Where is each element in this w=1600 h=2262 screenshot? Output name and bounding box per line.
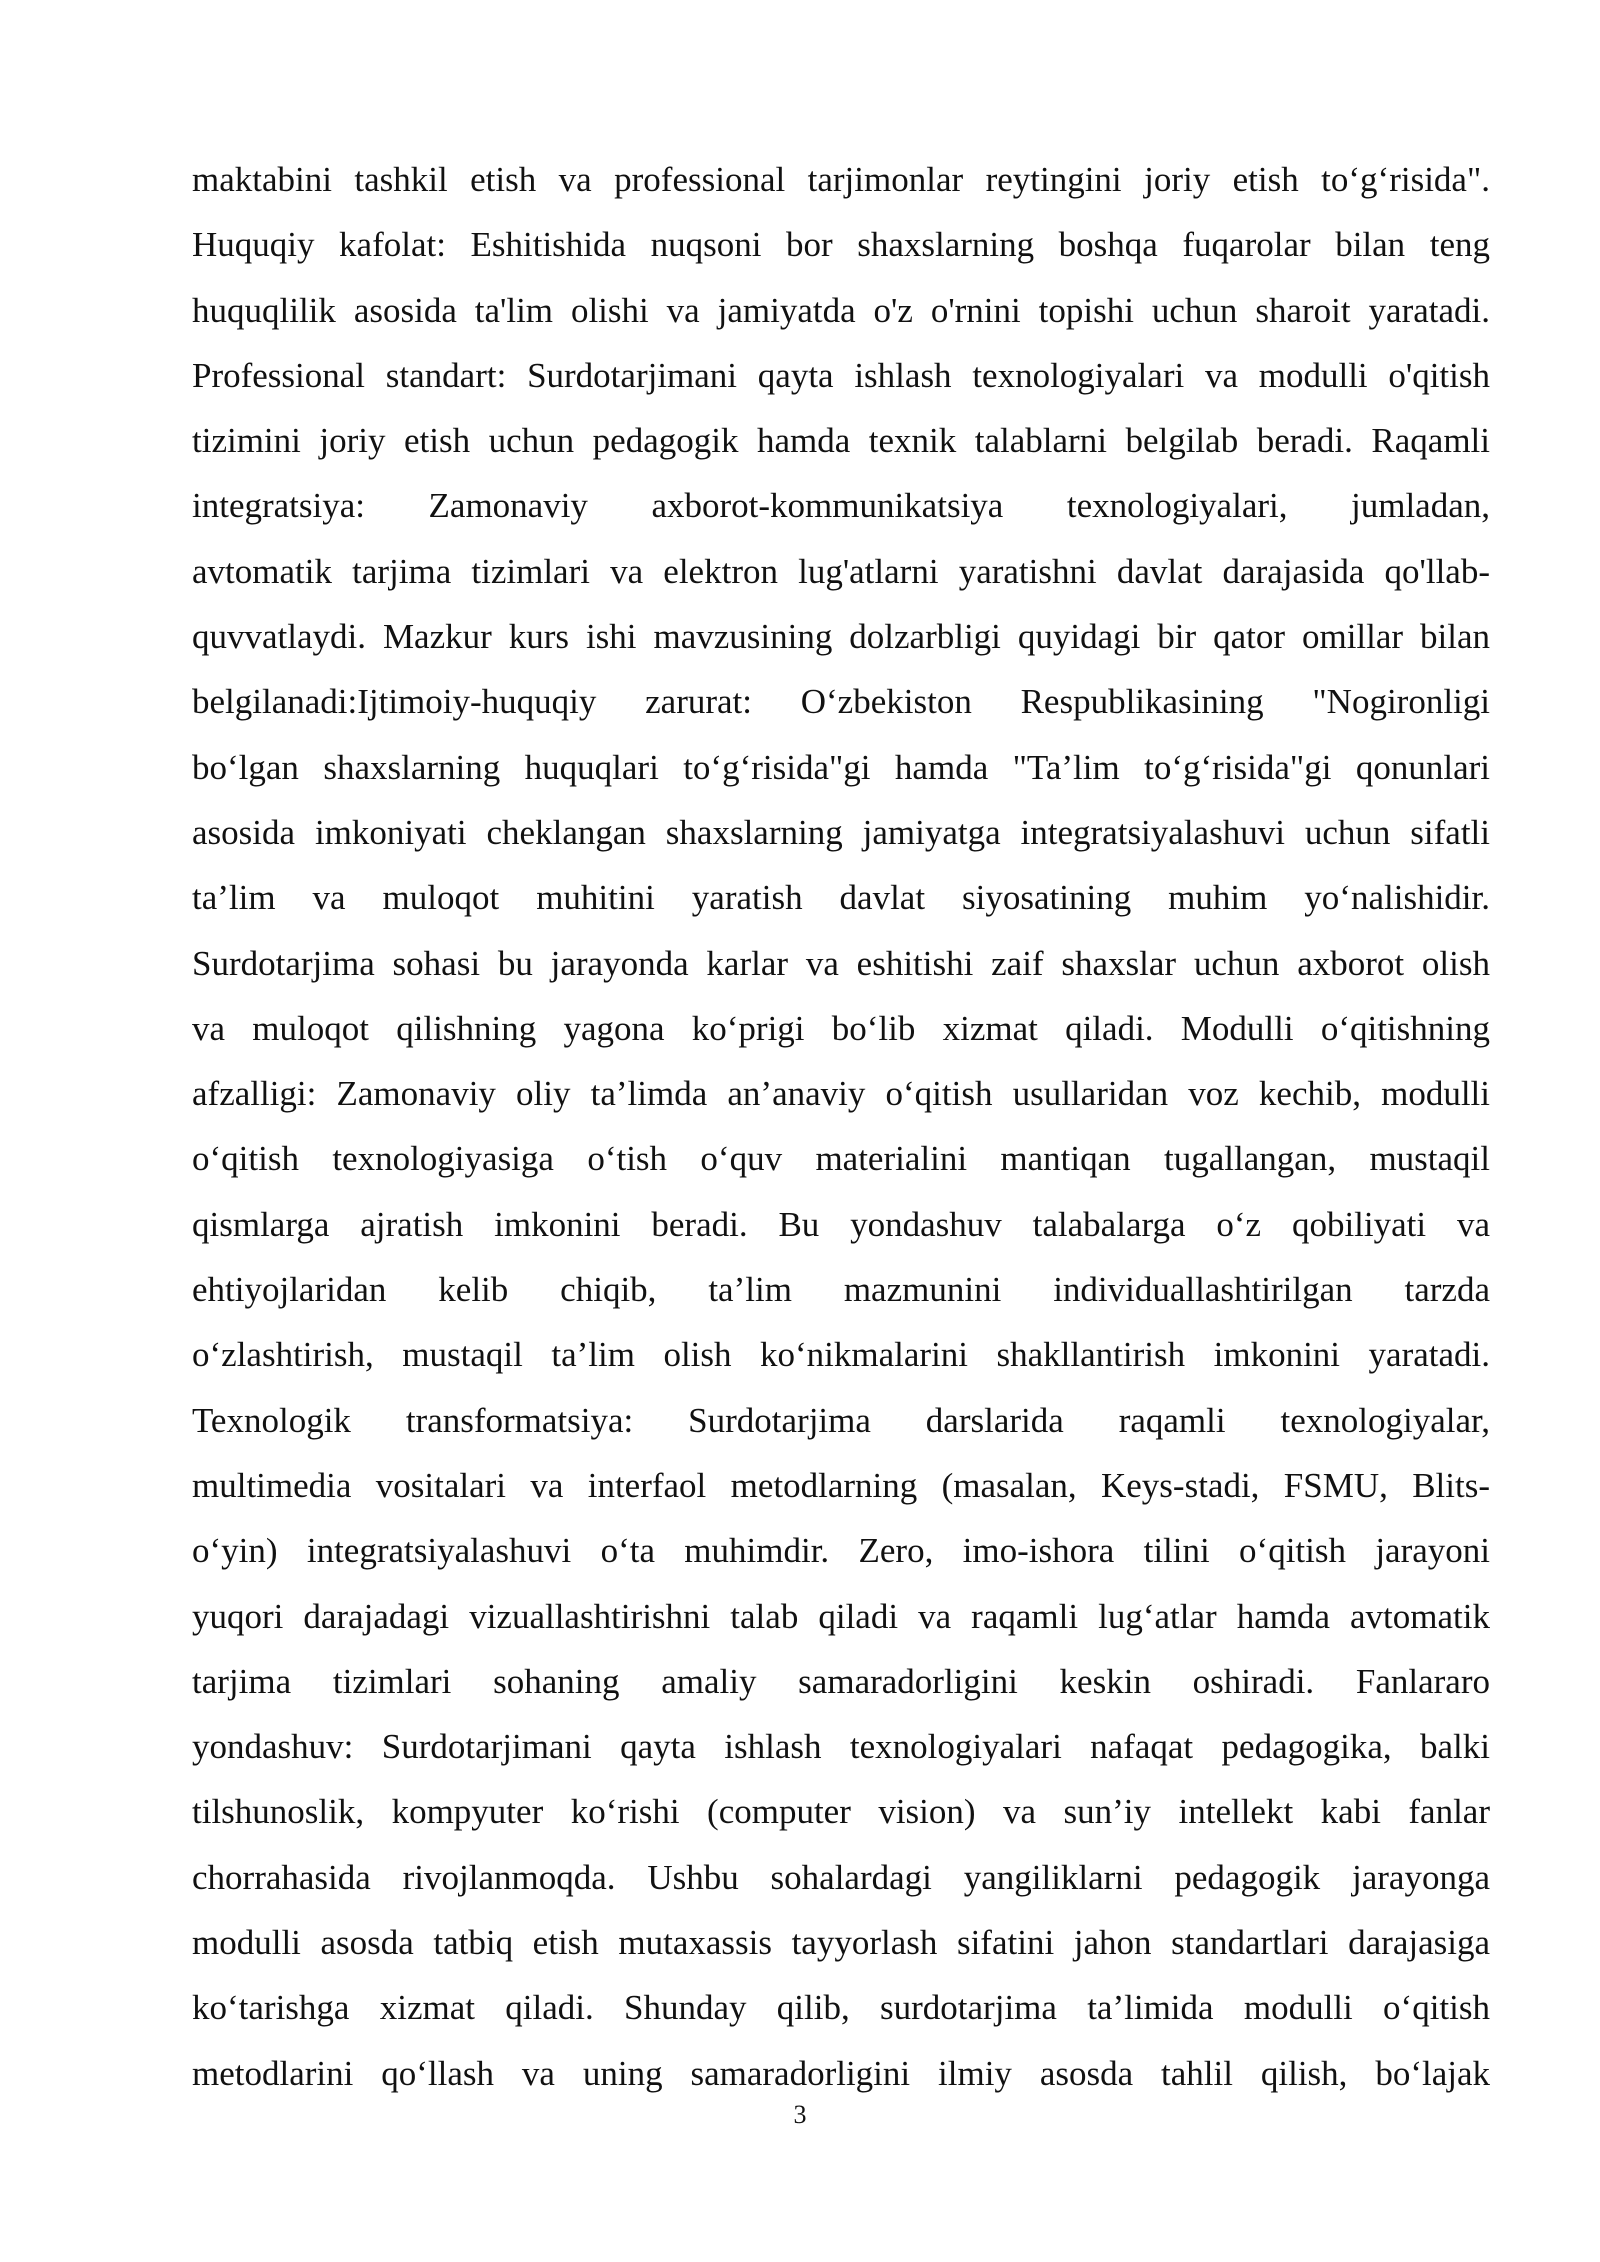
text-line: huquqlilik asosida ta'lim olishi va jamiyatda o'z o'rnini topishi uchun sharoit yaratadi.	[192, 290, 1490, 330]
text-line: tizimini joriy etish uchun pedagogik hamda texnik talablarni belgilab beradi. Raqamli	[192, 421, 1490, 461]
text-line: o‘qitish texnologiyasiga o‘tish o‘quv materialini mantiqan tugallangan, mustaqil	[192, 1139, 1490, 1179]
text-line: ehtiyojlaridan kelib chiqib, ta’lim mazmunini individuallashtirilgan tarzda	[192, 1270, 1490, 1310]
text-line: ta’lim va muloqot muhitini yaratish davlat siyosatining muhim yo‘nalishidir.	[192, 878, 1490, 918]
text-line: va muloqot qilishning yagona ko‘prigi bo‘lib xizmat qiladi. Modulli o‘qitishning	[192, 1008, 1490, 1048]
text-line: Professional standart: Surdotarjimani qayta ishlash texnologiyalari va modulli o'qitish	[192, 355, 1490, 395]
text-line: yuqori darajadagi vizuallashtirishni talab qiladi va raqamli lug‘atlar hamda avtomatik	[192, 1596, 1490, 1636]
text-line: o‘zlashtirish, mustaqil ta’lim olish ko‘nikmalarini shakllantirish imkonini yaratadi.	[192, 1335, 1490, 1375]
text-line: ko‘tarishga xizmat qiladi. Shunday qilib, surdotarjima ta’limida modulli o‘qitish	[192, 1988, 1490, 2028]
text-line: integratsiya: Zamonaviy axborot-kommunikatsiya texnologiyalari, jumladan,	[192, 486, 1490, 526]
body-paragraph	[192, 147, 1490, 2106]
text-line: qismlarga ajratish imkonini beradi. Bu yondashuv talabalarga o‘z qobiliyati va	[192, 1204, 1490, 1244]
text-line: tarjima tizimlari sohaning amaliy samaradorligini keskin oshiradi. Fanlararo	[192, 1661, 1490, 1701]
text-line: chorrahasida rivojlanmoqda. Ushbu sohalardagi yangiliklarni pedagogik jarayonga	[192, 1857, 1490, 1897]
page-number: 3	[793, 2100, 807, 2129]
text-line: o‘yin) integratsiyalashuvi o‘ta muhimdir. Zero, imo-ishora tilini o‘qitish jarayoni	[192, 1531, 1490, 1571]
text-line: Surdotarjima sohasi bu jarayonda karlar va eshitishi zaif shaxslar uchun axborot olish	[192, 943, 1490, 983]
text-line: metodlarini qo‘llash va uning samaradorligini ilmiy asosda tahlil qilish, bo‘lajak	[192, 2053, 1490, 2093]
text-line: avtomatik tarjima tizimlari va elektron lug'atlarni yaratishni davlat darajasida qo'llab-	[192, 551, 1490, 591]
text-line: modulli asosda tatbiq etish mutaxassis tayyorlash sifatini jahon standartlari darajasiga	[192, 1923, 1490, 1963]
text-line: Huquqiy kafolat: Eshitishida nuqsoni bor shaxslarning boshqa fuqarolar bilan teng	[192, 225, 1490, 265]
text-line: Texnologik transformatsiya: Surdotarjima darslarida raqamli texnologiyalar,	[192, 1400, 1490, 1440]
text-line: bo‘lgan shaxslarning huquqlari to‘g‘risida"gi hamda "Ta’lim to‘g‘risida"gi qonunlari	[192, 747, 1490, 787]
text-line: multimedia vositalari va interfaol metodlarning (masalan, Keys-stadi, FSMU, Blits-	[192, 1465, 1490, 1505]
text-line: maktabini tashkil etish va professional tarjimonlar reytingini joriy etish to‘g‘risida".	[192, 160, 1490, 199]
text-line: belgilanadi:Ijtimoiy-huquqiy zarurat: O‘zbekiston Respublikasining "Nogironligi	[192, 682, 1490, 722]
text-line: asosida imkoniyati cheklangan shaxslarning jamiyatga integratsiyalashuvi uchun sifatli	[192, 812, 1490, 852]
text-line: quvvatlaydi. Mazkur kurs ishi mavzusining dolzarbligi quyidagi bir qator omillar bilan	[192, 617, 1490, 657]
text-line: tilshunoslik, kompyuter ko‘rishi (computer vision) va sun’iy intellekt kabi fanlar	[192, 1792, 1490, 1832]
text-line: yondashuv: Surdotarjimani qayta ishlash texnologiyalari nafaqat pedagogika, balki	[192, 1727, 1490, 1767]
text-line: afzalligi: Zamonaviy oliy ta’limda an’anaviy o‘qitish usullaridan voz kechib, modulli	[192, 1074, 1490, 1114]
